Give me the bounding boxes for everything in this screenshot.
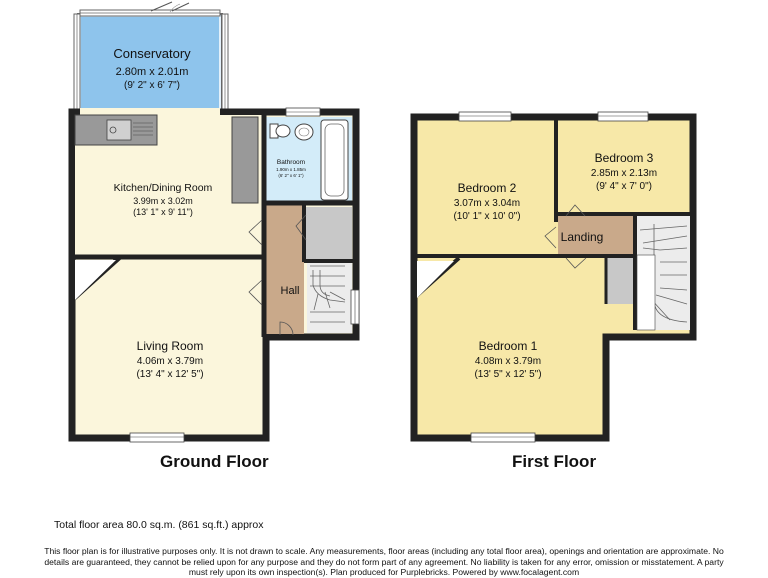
bedroom2-metric: 3.07m x 3.04m	[453, 198, 521, 209]
living-room-metric: 4.06m x 3.79m	[136, 356, 204, 367]
ground-floor-plan	[72, 2, 359, 442]
conservatory-imperial: (9' 2" x 6' 7")	[124, 80, 180, 91]
bedroom2-imperial: (10' 1" x 10' 0")	[453, 211, 521, 222]
kitchen-metric: 3.99m x 3.02m	[133, 196, 193, 206]
conservatory-metric: 2.80m x 2.01m	[115, 66, 189, 78]
landing-cupboard	[606, 258, 633, 304]
bedroom1-imperial: (13' 5" x 12' 5")	[474, 369, 542, 380]
disclaimer-text: This floor plan is for illustrative purposes only. It is not drawn to scale. Any measurements, floor areas (including any total floor area), openings and orientation are approximate. No details are guaranteed, they cannot be relied upon for any purpose and they do not form part of any agreement. No liability is taken for any error, omission or misstatement. A party must rely upon its own inspection(s). Plan produced for Purplebricks. Powered by www.focalagent.com	[44, 546, 724, 577]
hall-area	[266, 205, 304, 334]
bedroom3-name: Bedroom 3	[594, 151, 654, 165]
first-stairs	[637, 216, 690, 330]
hall-name: Hall	[280, 285, 300, 297]
landing-name: Landing	[560, 230, 604, 244]
ground-stairs	[307, 263, 352, 333]
ground-floor-title: Ground Floor	[160, 452, 269, 471]
living-room-imperial: (13' 4" x 12' 5")	[136, 369, 204, 380]
first-floor-title: First Floor	[512, 452, 597, 471]
bedroom3-window	[598, 112, 648, 121]
first-floor-plan	[414, 112, 693, 442]
bathroom-imperial: (6' 2" x 6' 1")	[278, 173, 304, 178]
basin-icon	[295, 124, 313, 140]
living-room-name: Living Room	[136, 339, 204, 353]
bedroom3-metric: 2.85m x 2.13m	[590, 168, 658, 179]
kitchen-imperial: (13' 1" x 9' 11")	[133, 207, 193, 217]
bedroom2-window	[459, 112, 511, 121]
bedroom2-name: Bedroom 2	[457, 181, 517, 195]
living-room-window	[130, 433, 184, 442]
conservatory	[74, 2, 228, 114]
total-floor-area: Total floor area 80.0 sq.m. (861 sq.ft.) approx	[54, 519, 264, 531]
bathroom-name: Bathroom	[276, 159, 306, 166]
bedroom3-imperial: (9' 4" x 7' 0")	[596, 181, 652, 192]
bedroom1-name: Bedroom 1	[478, 339, 538, 353]
kitchen-cupboard	[232, 117, 258, 203]
bathroom-metric: 1.90m x 1.85m	[276, 167, 306, 172]
bedroom1-metric: 4.08m x 3.79m	[474, 356, 542, 367]
sink-icon	[107, 120, 131, 140]
bedroom1-window	[471, 433, 535, 442]
kitchen-name: Kitchen/Dining Room	[113, 182, 213, 194]
hall-cupboard	[306, 207, 352, 259]
conservatory-name: Conservatory	[113, 46, 191, 61]
